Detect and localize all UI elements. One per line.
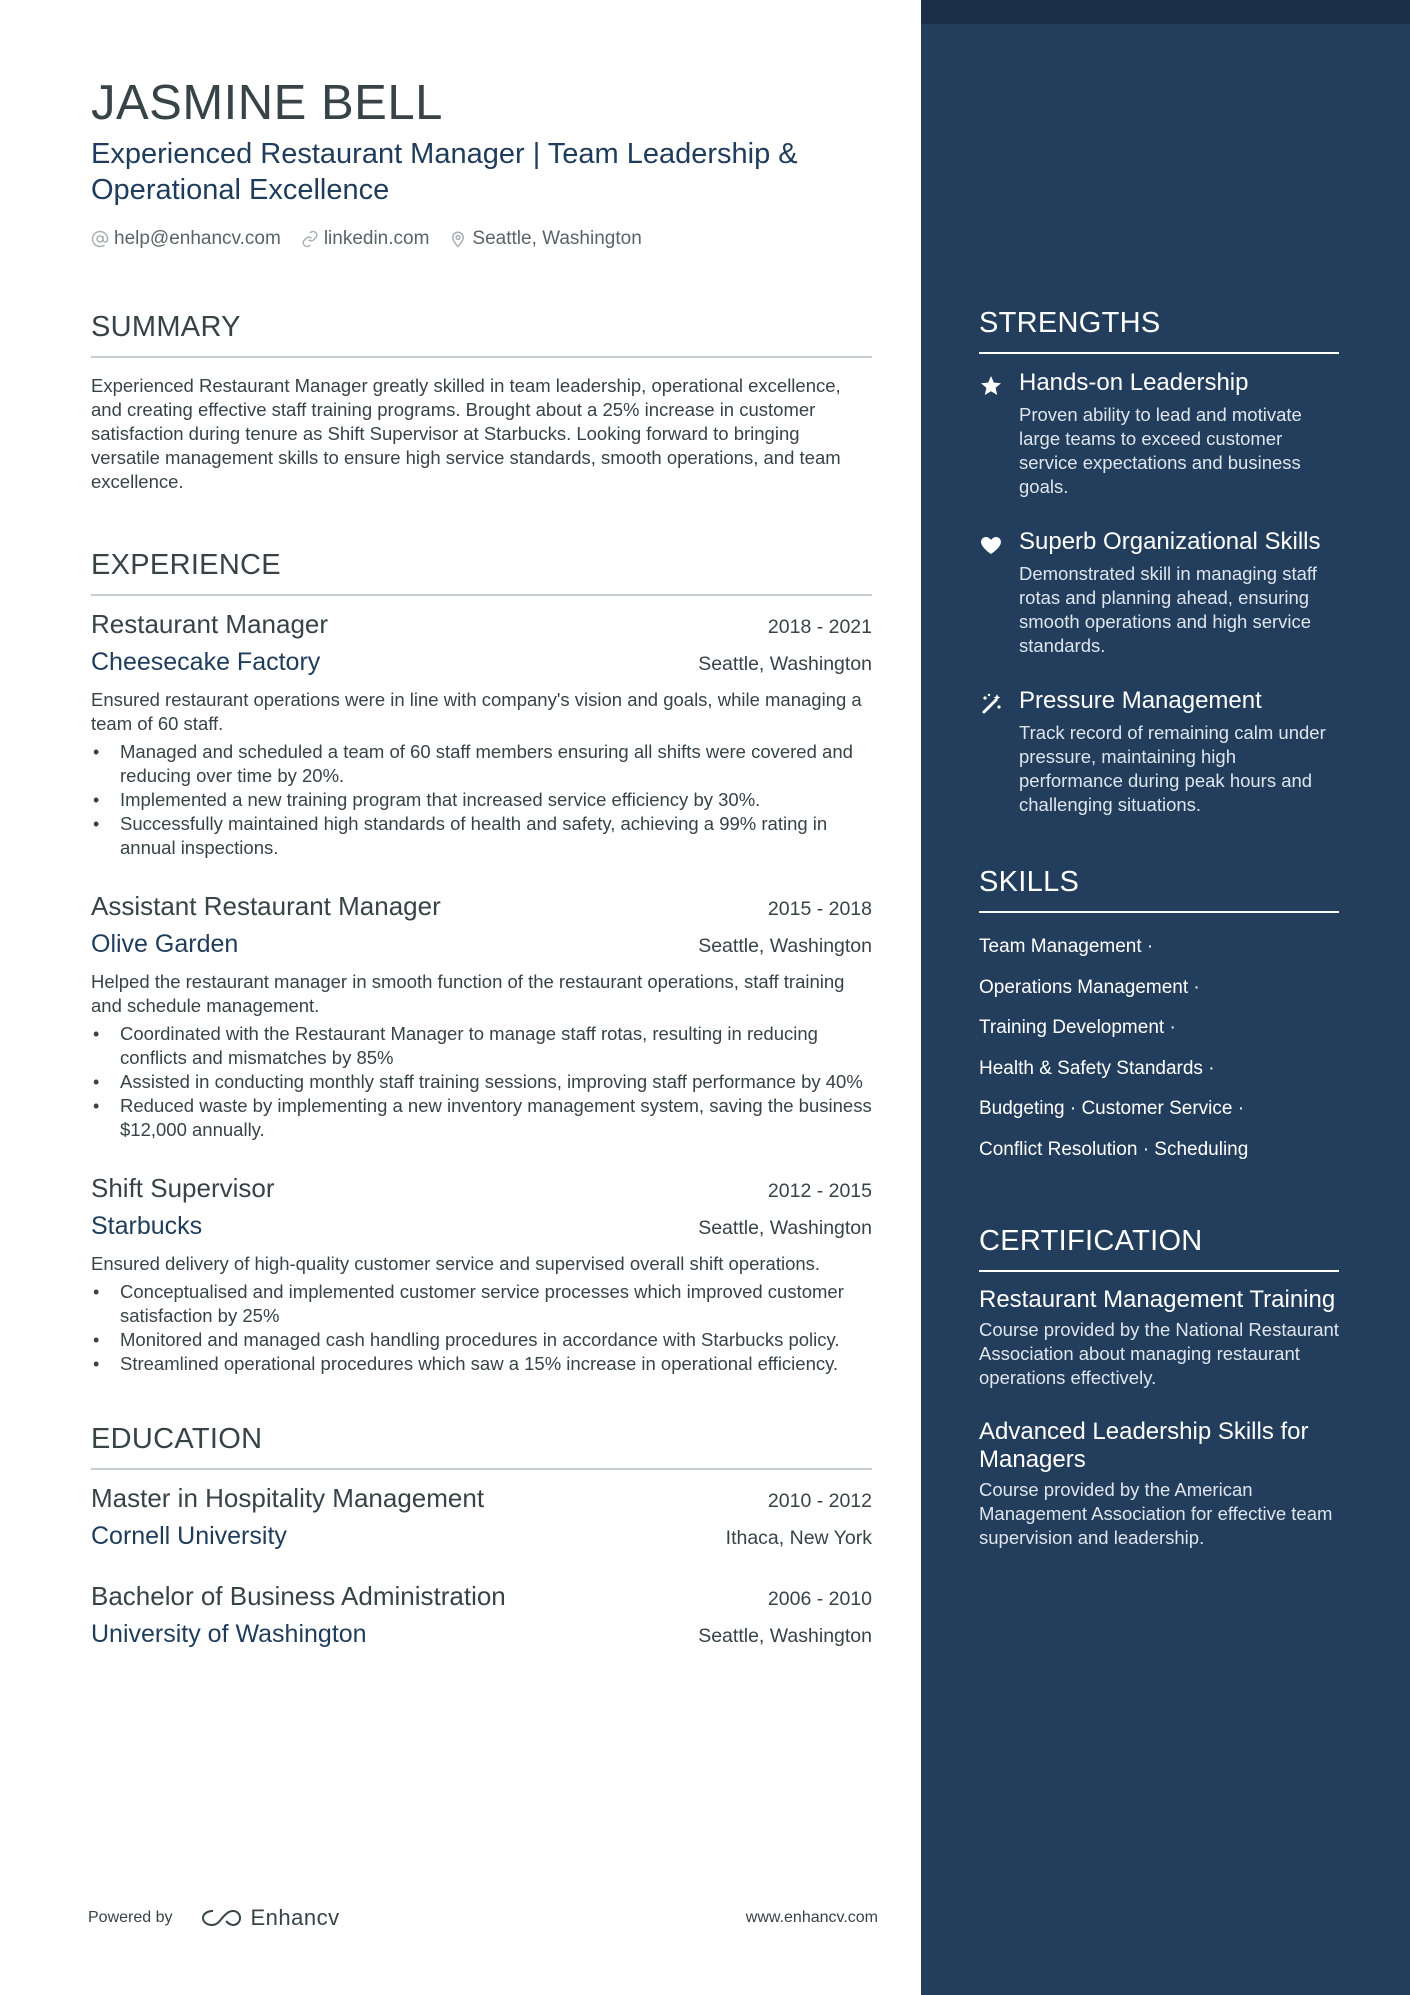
star-icon	[979, 374, 1003, 398]
sidebar	[921, 0, 1410, 1995]
degree-name: Master in Hospitality Management	[91, 1483, 485, 1513]
job-location: Seattle, Washington	[698, 653, 872, 675]
bullet-item: • Conceptualised and implemented customer service processes which improved customer satisfaction by 25%	[91, 1280, 872, 1328]
certification-name: Restaurant Management Training	[979, 1286, 1336, 1313]
strengths-title: STRENGTHS	[979, 306, 1339, 354]
job-bullets	[91, 1280, 872, 1376]
certification-title: CERTIFICATION	[979, 1224, 1339, 1272]
contact-location	[449, 228, 641, 250]
contact-linkedin[interactable]	[301, 228, 430, 250]
certification-item	[979, 1418, 1339, 1550]
strength-description: Proven ability to lead and motivate large teams to exceed customer service expectations and business goals.	[1019, 404, 1302, 497]
skill-item: Team Management ·	[979, 936, 1154, 957]
education-section	[91, 1422, 872, 1650]
contact-linkedin-text: linkedin.com	[323, 228, 430, 249]
job-title: Assistant Restaurant Manager	[91, 891, 441, 921]
certification-section	[979, 1224, 1339, 1550]
company-name: Starbucks	[91, 1212, 203, 1240]
location-pin-icon	[449, 230, 467, 248]
certification-description: Course provided by the National Restaurant Association about managing restaurant operations effectively.	[979, 1319, 1339, 1388]
heart-icon	[979, 533, 1003, 557]
summary-title: SUMMARY	[91, 310, 872, 358]
certification-name: Advanced Leadership Skills for Managers	[979, 1418, 1309, 1473]
bullet-item: • Implemented a new training program that increased service efficiency by 30%.	[91, 788, 872, 812]
job-bullets	[91, 1022, 872, 1142]
powered-by[interactable]	[88, 1905, 340, 1931]
school-location: Seattle, Washington	[698, 1625, 872, 1647]
job-description: Ensured restaurant operations were in line with company's vision and goals, while managing a team of 60 staff.	[91, 689, 862, 734]
experience-section	[91, 548, 872, 1376]
strength-description: Track record of remaining calm under pressure, maintaining high performance during peak hours and challenging situations.	[1019, 722, 1326, 815]
job-title: Restaurant Manager	[91, 609, 329, 639]
website-link[interactable]: www.enhancv.com	[745, 1909, 878, 1926]
skill-item: Conflict Resolution · Scheduling	[979, 1138, 1249, 1160]
job-dates: 2015 - 2018	[767, 898, 872, 920]
job-bullets	[91, 740, 872, 860]
magic-wand-icon	[979, 692, 1003, 716]
job-description: Helped the restaurant manager in smooth function of the restaurant operations, staff training and schedule management.	[91, 971, 845, 1016]
job-location: Seattle, Washington	[698, 935, 872, 957]
strength-item	[979, 527, 1339, 658]
job-location: Seattle, Washington	[698, 1217, 872, 1239]
strength-description: Demonstrated skill in managing staff rotas and planning ahead, ensuring smooth operations and high service standards.	[1019, 563, 1317, 656]
candidate-name: JASMINE BELL	[91, 76, 443, 130]
bullet-item: • Successfully maintained high standards of health and safety, achieving a 99% rating in annual inspections.	[91, 812, 872, 860]
strength-item	[979, 686, 1339, 817]
education-entry	[91, 1580, 872, 1650]
school-name: University of Washington	[91, 1620, 367, 1648]
bullet-item: • Coordinated with the Restaurant Manager to manage staff rotas, resulting in reducing conflicts and mismatches by 85%	[91, 1022, 872, 1070]
bullet-item: • Streamlined operational procedures which saw a 15% increase in operational efficiency.	[91, 1352, 872, 1376]
candidate-headline: Experienced Restaurant Manager | Team Leadership & Operational Excellence	[91, 138, 798, 206]
school-location: Ithaca, New York	[725, 1527, 872, 1549]
strengths-section	[979, 306, 1339, 817]
bullet-item: • Reduced waste by implementing a new inventory management system, saving the business $12,000 annually.	[91, 1094, 872, 1142]
powered-by-label: Powered by	[88, 1909, 173, 1926]
job-title: Shift Supervisor	[91, 1173, 275, 1203]
strength-title: Pressure Management	[1019, 687, 1262, 714]
enhancv-logo-icon	[199, 1906, 245, 1930]
bullet-item: • Assisted in conducting monthly staff training sessions, improving staff performance by 40%	[91, 1070, 872, 1094]
experience-entry	[91, 608, 872, 860]
footer	[88, 1902, 878, 1934]
bullet-item: • Monitored and managed cash handling procedures in accordance with Starbucks policy.	[91, 1328, 872, 1352]
job-description: Ensured delivery of high-quality customer service and supervised overall shift operations.	[91, 1253, 821, 1274]
education-title: EDUCATION	[91, 1422, 872, 1470]
strength-title: Superb Organizational Skills	[1019, 528, 1321, 555]
school-name: Cornell University	[91, 1522, 287, 1550]
strength-title: Hands-on Leadership	[1019, 369, 1249, 396]
skill-item: Training Development ·	[979, 1017, 1176, 1038]
link-icon	[301, 230, 319, 248]
experience-entry	[91, 1172, 872, 1376]
contact-email-text: help@enhancv.com	[114, 228, 281, 249]
job-dates: 2018 - 2021	[767, 616, 872, 638]
contact-location-text: Seattle, Washington	[472, 228, 642, 249]
skills-title: SKILLS	[979, 865, 1339, 913]
experience-title: EXPERIENCE	[91, 548, 872, 596]
job-dates: 2012 - 2015	[767, 1180, 872, 1202]
company-name: Olive Garden	[91, 930, 239, 958]
brand-name: Enhancv	[250, 1905, 340, 1930]
skill-item: Health & Safety Standards ·	[979, 1057, 1215, 1079]
certification-item	[979, 1286, 1339, 1390]
education-dates: 2010 - 2012	[767, 1490, 872, 1512]
experience-entry	[91, 890, 872, 1142]
education-dates: 2006 - 2010	[767, 1588, 872, 1610]
skills-section	[979, 865, 1339, 1170]
summary-text: Experienced Restaurant Manager greatly skilled in team leadership, operational excellence, and creating effective staff training programs. Brought about a 25% increase in customer satisfaction during tenure as Shift Supervisor at Starbucks. Looking forward to bringing versatile management skills to ensure high service standards, smooth operations, and team excellence.	[91, 375, 841, 492]
at-icon	[91, 230, 109, 248]
contact-email[interactable]	[91, 228, 281, 250]
sidebar-top-bar	[921, 0, 1410, 24]
skill-item: Operations Management ·	[979, 976, 1200, 998]
contact-row	[91, 228, 872, 250]
summary-section	[91, 310, 872, 494]
bullet-item: • Managed and scheduled a team of 60 staff members ensuring all shifts were covered and reducing over time by 20%.	[91, 740, 872, 788]
company-name: Cheesecake Factory	[91, 648, 321, 676]
strength-item	[979, 368, 1339, 499]
degree-name: Bachelor of Business Administration	[91, 1581, 506, 1611]
skill-item: Budgeting · Customer Service ·	[979, 1098, 1245, 1119]
skills-list	[979, 927, 1339, 1170]
certification-description: Course provided by the American Management Association for effective team supervision and leadership.	[979, 1479, 1333, 1548]
education-entry	[91, 1482, 872, 1552]
